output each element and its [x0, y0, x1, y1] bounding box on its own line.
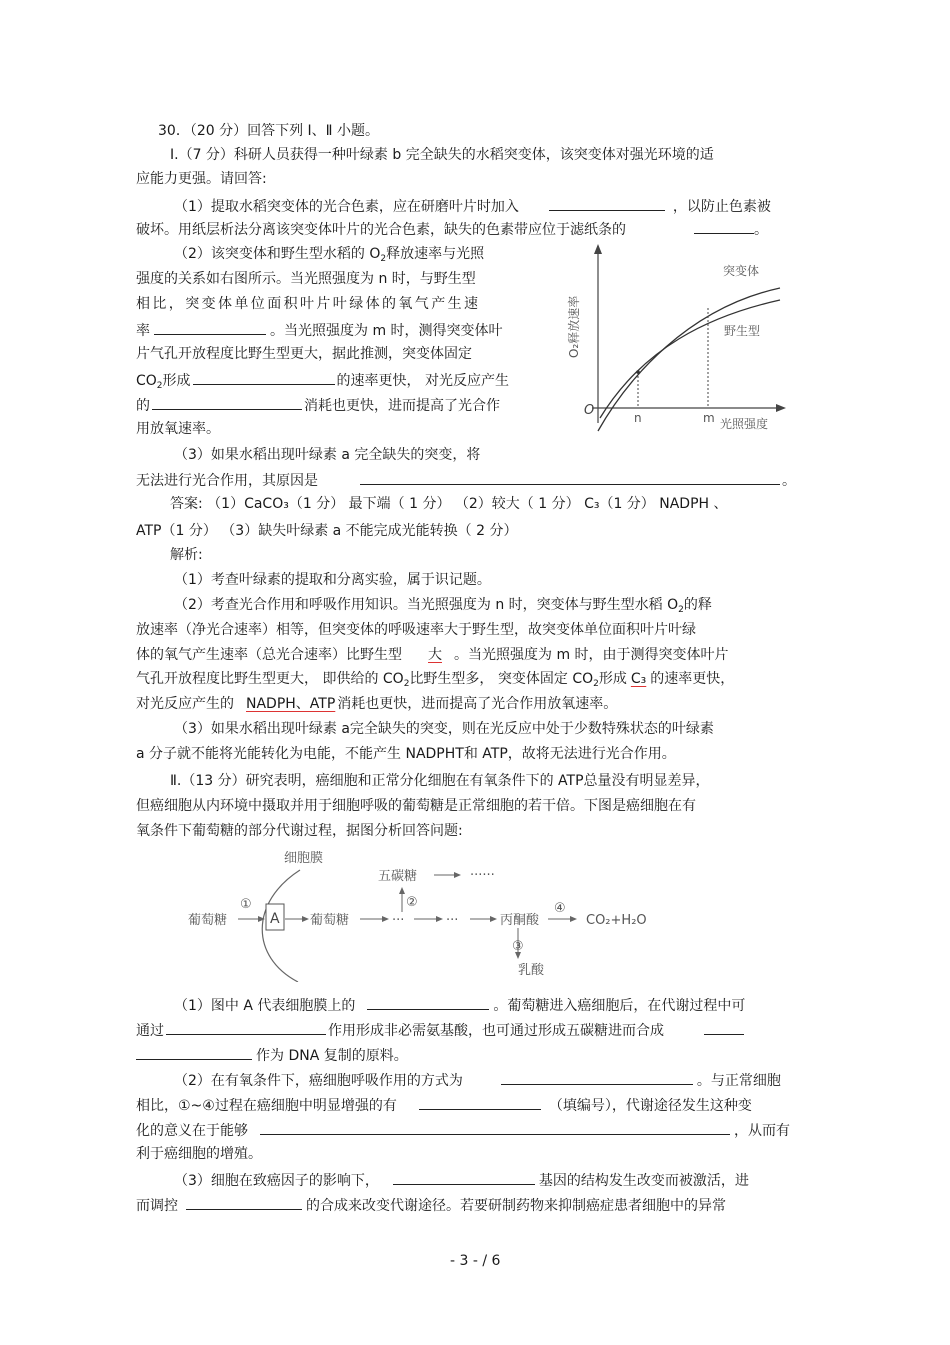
analysis-8: a 分子就不能将光能转化为电能，不能产生 NADPHT和 ATP，故将无法进行光合作用。 [136, 746, 676, 762]
part1-intro: Ⅰ.（7 分）科研人员获得一种叶绿素 b 完全缺失的水稻突变体，该突变体对强光环境的适 [170, 147, 714, 163]
origin-label: O [584, 403, 595, 418]
dots-2: ··· [446, 913, 459, 928]
analysis-text: 的速率更快， [650, 671, 735, 687]
p2-q3-line-2 [136, 1195, 726, 1215]
answer-line-2: ATP（1 分） （3）缺失叶绿素 a 不能完成光能转换（ 2 分） [136, 523, 518, 539]
analysis-5: 气孔开放程度比野生型更大， 即供给的 $CO_2$比野生型多， 突变体固定 $CO_2$形成 C₃ 的速率更快， [136, 671, 735, 689]
analysis-text: 消耗也更快，进而提高了光合作用放氧速率。 [337, 696, 618, 712]
q2-line-2: 强度的关系如右图所示。当光照强度为 n 时，与野生型 [136, 271, 476, 287]
p2-q1-line-3 [136, 1045, 408, 1065]
p2-q3-line-1 [174, 1170, 749, 1190]
q2-text: 的 [136, 398, 150, 414]
analysis-2: （2）考查光合作用和呼吸作用知识。当光照强度为 n 时，突变体与野生型水稻 $O_2$的释 [174, 597, 712, 615]
step-2-label: ② [406, 895, 418, 910]
part2-intro-1: Ⅱ.（13 分）研究表明，癌细胞和正常分化细胞在有氧条件下的 ATP总量没有明显差异， [170, 773, 710, 789]
answer-blank[interactable] [260, 1120, 730, 1135]
q2-text: 释放速率与光照 [386, 246, 485, 262]
answer-blank[interactable] [419, 1095, 541, 1110]
p2-q2-line-3 [136, 1120, 790, 1140]
products-label: CO₂+H₂O [586, 913, 647, 928]
p2-text: 相比，①~④过程在癌细胞中明显增强的有 [136, 1098, 397, 1114]
pentose-label: 五碳糖 [378, 869, 418, 884]
p2-text: （2）在有氧条件下，癌细胞呼吸作用的方式为 [174, 1073, 463, 1089]
part2-intro-2: 但癌细胞从内环境中摄取并用于细胞呼吸的葡萄糖是正常细胞的若干倍。下图是癌细胞在有 [136, 798, 696, 814]
part2-intro-3: 氧条件下葡萄糖的部分代谢过程，据图分析回答问题: [136, 823, 463, 839]
analysis-3: 放速率（净光合速率）相等，但突变体的呼吸速率大于野生型，故突变体单位面积叶片叶绿 [136, 622, 696, 638]
p2-text: （填编号），代谢途径发生这种变 [548, 1098, 752, 1114]
p2-text: 。葡萄糖进入癌细胞后，在代谢过程中可 [493, 998, 746, 1014]
answer-blank[interactable] [360, 470, 780, 485]
p2-text: （1）图中 A 代表细胞膜上的 [174, 998, 356, 1014]
q1-text-a: （1）提取水稻突变体的光合色素，应在研磨叶片时加入 [174, 199, 519, 215]
carrier-label: A [270, 911, 280, 927]
analysis-text: 形成 [598, 671, 627, 687]
q2-text: 率 [136, 323, 150, 339]
q2-line-3: 相比，突变体单位面积叶片叶绿体的氧气产生速 [136, 296, 481, 312]
q3-text: 无法进行光合作用，其原因是 [136, 473, 318, 489]
p2-text: 。与正常细胞 [696, 1073, 781, 1089]
analysis-text: 。当光照强度为 m 时，由于测得突变体叶片 [454, 647, 729, 663]
p2-q1-line-2 [136, 1020, 744, 1040]
series-wildtype-line [600, 300, 780, 418]
q1-text-c: 破坏。用纸层析法分离该突变体叶片的光合色素，缺失的色素带应位于滤纸条的 [136, 222, 626, 238]
analysis-7: （3）如果水稻出现叶绿素 a完全缺失的突变，则在光反应中处于少数特殊状态的叶绿素 [174, 721, 714, 737]
q1-line-2 [136, 219, 768, 239]
p2-text: 作为 DNA 复制的原料。 [256, 1048, 408, 1064]
analysis-label: 解析: [170, 547, 203, 563]
answer-blank[interactable] [186, 1195, 302, 1210]
q3-line-1: （3）如果水稻出现叶绿素 a 完全缺失的突变，将 [174, 447, 481, 463]
analysis-6 [136, 695, 617, 713]
part1-intro-cont: 应能力更强。请回答: [136, 171, 267, 187]
q2-text: （2）该突变体和野生型水稻的 O [174, 246, 381, 262]
q2-text: CO [136, 373, 157, 389]
q3-end: 。 [782, 473, 796, 489]
q2-line-4 [136, 320, 503, 340]
pentose-dots: ······ [470, 868, 495, 883]
answer-blank[interactable] [694, 219, 754, 234]
intersection-point [636, 370, 640, 374]
analysis-text: （2）考查光合作用和呼吸作用知识。当光照强度为 n 时，突变体与野生型水稻 O [174, 597, 679, 613]
analysis-text: 比野生型多， 突变体固定 CO [409, 671, 594, 687]
answer-line-1: 答案: （1）CaCO₃（1 分） 最下端（ 1 分） （2）较大（ 1 分） C₃（1 分） NADPH 、 [170, 496, 728, 512]
q2-line-8: 用放氧速率。 [136, 421, 220, 437]
p2-text: （3）细胞在致癌因子的影响下， [174, 1173, 379, 1189]
legend-mutant: 突变体 [723, 264, 760, 278]
step-1-label: ① [240, 897, 252, 912]
answer-highlight: NADPH、ATP [246, 696, 336, 712]
p2-text: 基因的结构发生改变而被激活，进 [538, 1173, 749, 1189]
analysis-text: 体的氧气产生速率（总光合速率）比野生型 [136, 647, 402, 663]
pyruvate-label: 丙酮酸 [500, 913, 540, 928]
q2-text: 形成 [162, 373, 191, 389]
p2-q2-line-4: 利于癌细胞的增殖。 [136, 1146, 262, 1162]
y-axis-arrow [594, 244, 602, 254]
y-axis-label: O₂释放速率 [567, 295, 581, 358]
p2-text: 通过 [136, 1023, 164, 1039]
q1-text-b: ，以防止色素被 [672, 199, 771, 215]
answer-highlight: C₃ [630, 671, 647, 687]
answer-blank[interactable] [393, 1170, 535, 1185]
step-4-label: ④ [554, 901, 566, 916]
answer-blank[interactable] [501, 1070, 693, 1085]
q2-line-6: $CO_2$形成 的速率更快， 对光反应产生 [136, 370, 509, 390]
p2-text: 化的意义在于能够 [136, 1123, 248, 1139]
answer-blank[interactable] [154, 320, 266, 335]
glucose-metabolism-diagram [180, 842, 680, 982]
q2-line-5: 片气孔开放程度比野生型更大，据此推测，突变体固定 [136, 346, 472, 362]
q2-text: 。当光照强度为 m 时，测得突变体叶 [270, 323, 503, 339]
answer-blank[interactable] [152, 395, 302, 410]
analysis-4 [136, 646, 729, 664]
q3-line-2 [136, 470, 796, 490]
p2-text: 作用形成非必需氨基酸，也可通过形成五碳糖进而合成 [328, 1023, 664, 1039]
q2-text: 的速率更快， 对光反应产生 [336, 373, 509, 389]
q1-end: 。 [754, 222, 768, 238]
glucose-outside: 葡萄糖 [188, 913, 228, 928]
analysis-text: 对光反应产生的 [136, 696, 234, 712]
analysis-1: （1）考查叶绿素的提取和分离实验，属于识记题。 [174, 572, 491, 588]
x-axis-arrow [776, 404, 786, 412]
answer-blank[interactable] [166, 1020, 326, 1035]
x-tick-m: m [703, 411, 715, 425]
question-header: 30．（20 分）回答下列 Ⅰ、Ⅱ 小题。 [158, 123, 379, 139]
page-footer: - 3 - / 6 [450, 1253, 501, 1269]
x-tick-n: n [634, 411, 642, 425]
analysis-text: 气孔开放程度比野生型更大， 即供给的 CO [136, 671, 404, 687]
glucose-inside: 葡萄糖 [310, 913, 350, 928]
p2-q2-line-1 [174, 1070, 781, 1090]
answer-blank[interactable] [549, 196, 665, 211]
answer-blank[interactable] [367, 995, 489, 1010]
p2-q2-line-2 [136, 1095, 752, 1115]
legend-wildtype: 野生型 [724, 324, 761, 338]
lactate-label: 乳酸 [518, 963, 545, 978]
p2-text: ，从而有 [734, 1123, 790, 1139]
answer-blank[interactable] [704, 1020, 744, 1035]
q1-line [174, 196, 771, 216]
q2-line-7 [136, 395, 500, 415]
analysis-text: 的释 [683, 597, 712, 613]
p2-text: 的合成来改变代谢途径。若要研制药物来抑制癌症患者细胞中的异常 [306, 1198, 726, 1214]
q2-line-1: （2）该突变体和野生型水稻的 $O_2$释放速率与光照 [174, 246, 485, 264]
step-3-label: ③ [512, 939, 524, 954]
series-mutant-line [598, 288, 780, 431]
x-axis-label: 光照强度 [720, 417, 769, 431]
answer-blank[interactable] [136, 1045, 252, 1060]
membrane-label: 细胞膜 [284, 851, 324, 866]
p2-text: 而调控 [136, 1198, 178, 1214]
answer-blank[interactable] [193, 370, 335, 385]
p2-q1-line-1 [174, 995, 745, 1015]
q2-text: 消耗也更快，进而提高了光合作 [304, 398, 500, 414]
o2-release-chart [548, 238, 793, 438]
dots-1: ··· [392, 913, 405, 928]
answer-highlight: 大 [428, 647, 442, 663]
